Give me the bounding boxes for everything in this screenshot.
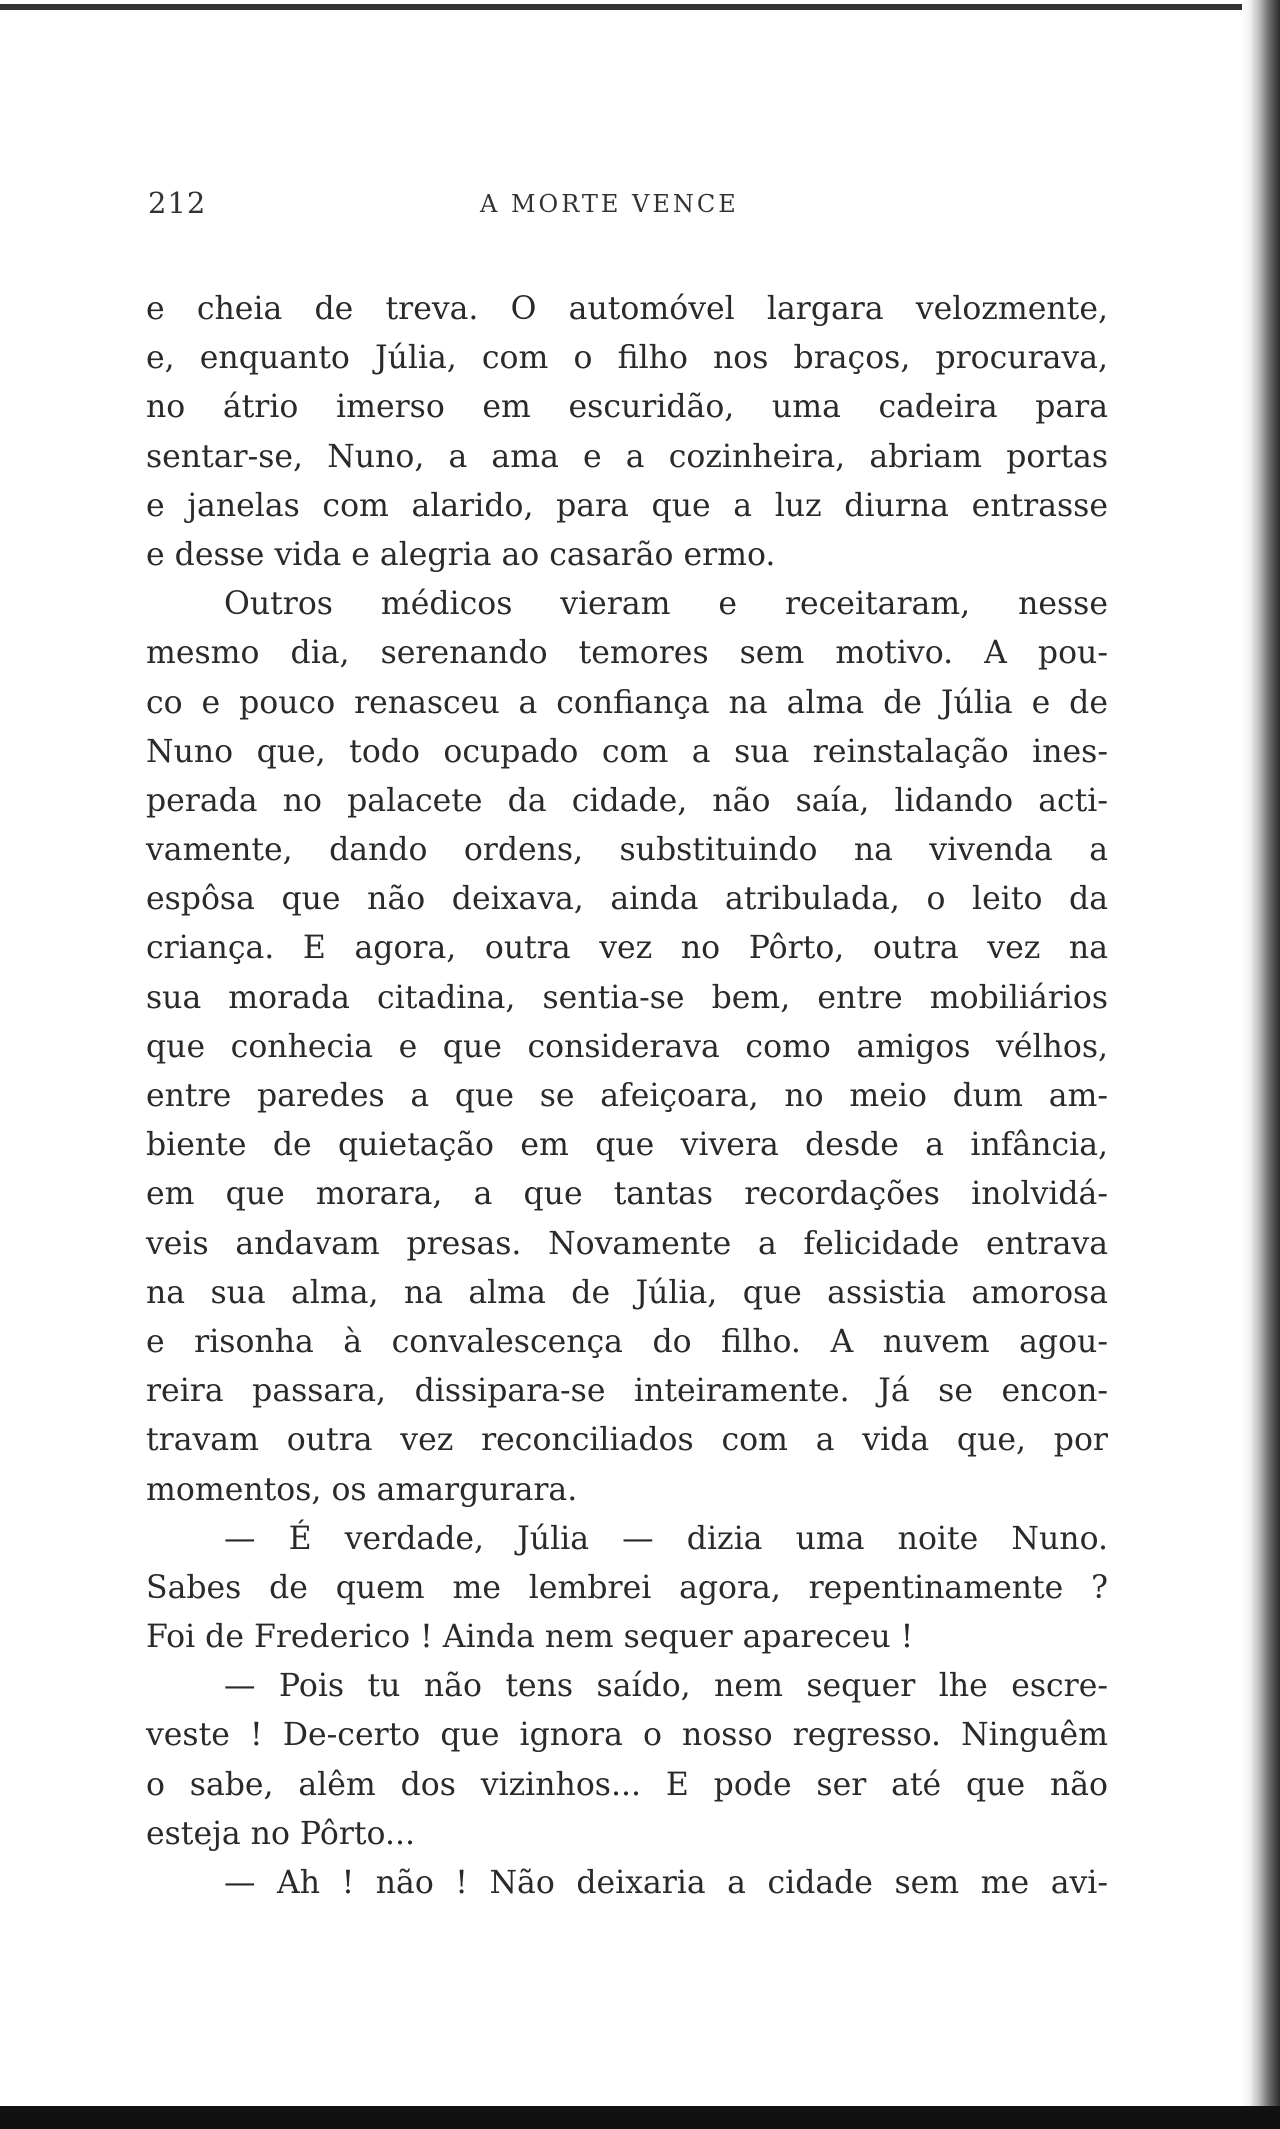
text-line: reira passara, dissipara-se inteiramente. Já se encon- [146,1373,1108,1410]
text-line: travam outra vez reconciliados com a vida que, por [146,1422,1108,1459]
text-line: criança. E agora, outra vez no Pôrto, outra vez na [146,930,1108,967]
text-line: momentos, os amargurara. [146,1471,578,1508]
text-line: Sabes de quem me lembrei agora, repentinamente ? [146,1569,1108,1606]
text-line: biente de quietação em que vivera desde a infância, [146,1127,1108,1164]
text-line: em que morara, a que tantas recordações inolvidá- [146,1176,1108,1213]
text-line: que conhecia e que considerava como amigos vélhos, [146,1028,1108,1065]
text-line: espôsa que não deixava, ainda atribulada, o leito da [146,881,1108,918]
text-line: esteja no Pôrto... [146,1815,415,1852]
text-line: Outros médicos vieram e receitaram, nesse [224,586,1108,623]
text-line: e janelas com alarido, para que a luz diurna entrasse [146,487,1108,524]
text-line: — Ah ! não ! Não deixaria a cidade sem me avi- [224,1865,1108,1901]
text-line: sua morada citadina, sentia-se bem, entre mobiliários [146,979,1108,1016]
text-line: e, enquanto Júlia, com o filho nos braços, procurava, [146,340,1108,377]
text-line: vamente, dando ordens, substituindo na vivenda a [146,832,1108,869]
text-line: veis andavam presas. Novamente a felicidade entrava [146,1225,1108,1262]
text-line: e cheia de treva. O automóvel largara velozmente, [146,291,1108,327]
bottom-border-band [0,2106,1280,2129]
running-title: A MORTE VENCE [480,190,739,218]
text-line: e risonha à convalescença do filho. A nuvem agou- [146,1323,1108,1360]
text-line: Foi de Frederico ! Ainda nem sequer apareceu ! [146,1619,914,1656]
text-line: veste ! De-certo que ignora o nosso regresso. Ninguêm [146,1717,1108,1754]
page-edge-shadow [1242,0,1280,2129]
text-line: — Pois tu não tens saído, nem sequer lhe escre- [224,1668,1108,1705]
text-line: e desse vida e alegria ao casarão ermo. [146,536,776,573]
text-line: perada no palacete da cidade, não saía, lidando acti- [146,782,1108,819]
text-line: sentar-se, Nuno, a ama e a cozinheira, abriam portas [146,438,1108,475]
text-line: na sua alma, na alma de Júlia, que assistia amorosa [146,1274,1108,1311]
text-line: Nuno que, todo ocupado com a sua reinstalação ines- [146,733,1108,770]
page-number: 212 [148,186,207,220]
text-line: o sabe, alêm dos vizinhos... E pode ser até que não [146,1766,1108,1803]
text-line: no átrio imerso em escuridão, uma cadeira para [146,389,1108,426]
top-border-rule [0,4,1262,10]
body-text [146,285,1108,1908]
text-line: mesmo dia, serenando temores sem motivo. A pou- [146,635,1108,672]
text-line: entre paredes a que se afeiçoara, no meio dum am- [146,1078,1108,1114]
text-line: — É verdade, Júlia — dizia uma noite Nuno. [224,1520,1108,1557]
text-line: co e pouco renasceu a confiança na alma de Júlia e de [146,684,1108,721]
